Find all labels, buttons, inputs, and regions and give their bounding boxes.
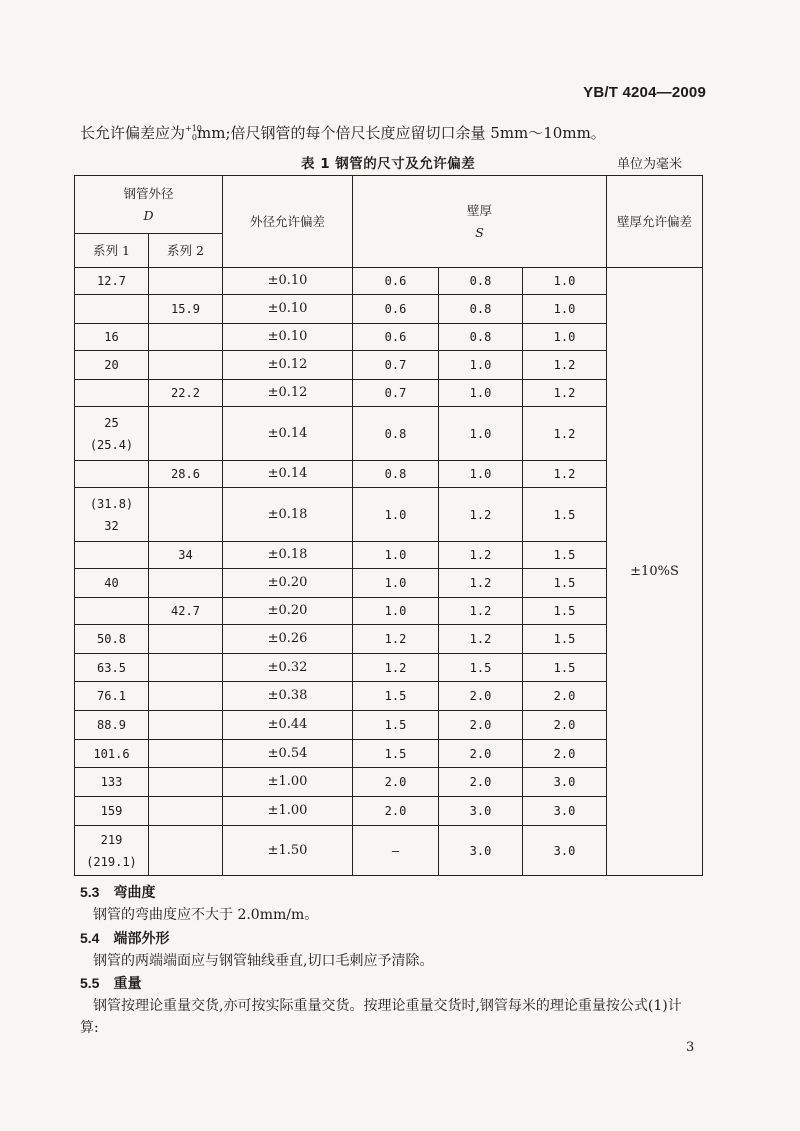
series1-cell xyxy=(75,542,149,569)
od-tolerance-cell: ±0.14 xyxy=(223,461,353,488)
wall-thickness-cell: 2.0 xyxy=(439,711,523,740)
wall-thickness-cell: 1.5 xyxy=(353,711,439,740)
wall-thickness-cell: 0.6 xyxy=(353,295,439,324)
wall-thickness-cell: 0.8 xyxy=(353,407,439,461)
od-tolerance-cell: ±1.00 xyxy=(223,768,353,797)
wall-thickness-cell: 1.0 xyxy=(353,598,439,625)
od-tolerance-cell: ±0.18 xyxy=(223,488,353,542)
series1-cell xyxy=(75,488,149,542)
tolerance-lower: 0 xyxy=(191,133,197,142)
wall-thickness-cell: 2.0 xyxy=(523,740,607,768)
wall-thickness-cell: 0.7 xyxy=(353,351,439,380)
series2-cell: 28.6 xyxy=(149,461,223,488)
length-tolerance-suffix: mm;倍尺钢管的每个倍尺长度应留切口余量 5mm～10mm。 xyxy=(197,124,606,142)
length-tolerance-prefix: 长允许偏差应为 xyxy=(80,124,186,142)
series2-cell xyxy=(149,711,223,740)
od-tolerance-cell: ±1.50 xyxy=(223,826,353,876)
series1-cell xyxy=(75,569,149,598)
page-number: 3 xyxy=(686,1040,695,1055)
series1-cell xyxy=(75,461,149,488)
wall-thickness-cell: 1.0 xyxy=(353,488,439,542)
od-tolerance-cell: ±0.12 xyxy=(223,351,353,380)
unit-note: 单位为毫米 xyxy=(617,157,683,172)
wall-thickness-cell: 0.7 xyxy=(353,380,439,407)
series2-cell xyxy=(149,407,223,461)
wall-thickness-cell: 2.0 xyxy=(353,797,439,826)
series1-cell xyxy=(75,351,149,380)
wall-thickness-cell: 1.2 xyxy=(439,569,523,598)
wall-thickness-cell: 3.0 xyxy=(439,826,523,876)
wall-thickness-cell: 1.0 xyxy=(439,351,523,380)
section-number: 5.5 xyxy=(80,975,100,991)
od-tolerance-cell: ±0.54 xyxy=(223,740,353,768)
wall-thickness-cell: 1.5 xyxy=(353,740,439,768)
section-number: 5.4 xyxy=(80,930,100,946)
wall-thickness-cell: 1.0 xyxy=(353,569,439,598)
wall-thickness-cell: 1.5 xyxy=(523,654,607,682)
table-caption: 表 1 钢管的尺寸及允许偏差 xyxy=(301,156,476,172)
wall-thickness-cell: 1.5 xyxy=(353,682,439,711)
series1-value: 16 xyxy=(104,330,119,344)
wall-thickness-cell: 1.5 xyxy=(523,625,607,654)
wall-thickness-cell: 1.5 xyxy=(523,542,607,569)
wall-thickness-cell: 1.0 xyxy=(353,542,439,569)
od-tolerance-cell: ±1.00 xyxy=(223,797,353,826)
wall-thickness-cell: 2.0 xyxy=(439,740,523,768)
wall-thickness-cell: 2.0 xyxy=(439,682,523,711)
series1-cell xyxy=(75,797,149,826)
series1-value: 20 xyxy=(104,358,119,372)
od-tolerance-cell: ±0.26 xyxy=(223,625,353,654)
series2-cell xyxy=(149,625,223,654)
series1-alt-value: (25.4) xyxy=(89,437,134,452)
series2-cell xyxy=(149,488,223,542)
series2-cell xyxy=(149,826,223,876)
wall-thickness-cell: 1.2 xyxy=(353,625,439,654)
series2-cell xyxy=(149,768,223,797)
od-tolerance-header: 外径允许偏差 xyxy=(223,176,353,268)
series1-header: 系列 1 xyxy=(75,234,149,268)
series2-cell xyxy=(149,654,223,682)
section-heading xyxy=(80,882,155,902)
wall-thickness-cell: 1.2 xyxy=(523,407,607,461)
wall-thickness-cell: 1.5 xyxy=(439,654,523,682)
od-tolerance-cell: ±0.20 xyxy=(223,598,353,625)
series2-cell xyxy=(149,268,223,295)
wall-thickness-cell: 1.5 xyxy=(523,598,607,625)
series1-value: 159 xyxy=(100,804,123,818)
series1-cell xyxy=(75,380,149,407)
od-tolerance-cell: ±0.44 xyxy=(223,711,353,740)
wall-thickness-cell: — xyxy=(353,826,439,876)
series2-cell xyxy=(149,797,223,826)
series1-value: 133 xyxy=(100,775,123,789)
wall-thickness-cell: 1.5 xyxy=(523,488,607,542)
wall-thickness-cell: 1.2 xyxy=(439,542,523,569)
series1-alt-value: 32 xyxy=(104,518,119,533)
series1-value: 101.6 xyxy=(93,746,130,761)
wall-header-label: 壁厚 xyxy=(467,202,493,218)
series1-value: 219 xyxy=(100,832,123,847)
series1-cell xyxy=(75,654,149,682)
wall-thickness-cell: 0.8 xyxy=(353,461,439,488)
od-header-label: 钢管外径 xyxy=(123,185,174,201)
wall-thickness-cell: 2.0 xyxy=(353,768,439,797)
od-header xyxy=(75,176,223,234)
wall-thickness-cell: 3.0 xyxy=(523,768,607,797)
wall-thickness-cell: 1.2 xyxy=(523,351,607,380)
wall-thickness-cell: 1.2 xyxy=(439,488,523,542)
wall-thickness-cell: 0.6 xyxy=(353,324,439,351)
od-tolerance-cell: ±0.10 xyxy=(223,268,353,295)
series2-header: 系列 2 xyxy=(149,234,223,268)
header-row-1 xyxy=(75,176,703,234)
series1-cell xyxy=(75,711,149,740)
wall-thickness-cell: 1.0 xyxy=(439,407,523,461)
series2-cell xyxy=(149,740,223,768)
section-paragraph: 钢管按理论重量交货,亦可按实际重量交货。按理论重量交货时,钢管每米的理论重量按公式(1)计 xyxy=(93,998,682,1014)
series1-value: 50.8 xyxy=(97,632,126,646)
series1-cell xyxy=(75,768,149,797)
section-number: 5.3 xyxy=(80,884,100,900)
wall-thickness-cell: 0.8 xyxy=(439,324,523,351)
wall-thickness-cell: 1.0 xyxy=(523,324,607,351)
wall-thickness-cell: 0.6 xyxy=(353,268,439,295)
wall-tolerance-header: 壁厚允许偏差 xyxy=(607,176,703,268)
wall-thickness-cell: 3.0 xyxy=(523,797,607,826)
wall-thickness-cell: 1.2 xyxy=(523,461,607,488)
series1-value: (31.8) xyxy=(89,496,134,511)
series1-value: 40 xyxy=(104,576,119,590)
wall-thickness-header xyxy=(353,176,607,268)
series1-value: 63.5 xyxy=(97,660,126,675)
wall-thickness-cell: 0.8 xyxy=(439,268,523,295)
table-row xyxy=(75,268,703,295)
dimension-table xyxy=(74,175,703,876)
series1-value: 12.7 xyxy=(97,274,126,288)
wall-tolerance-cell: ±10%S xyxy=(607,268,703,876)
wall-thickness-cell: 2.0 xyxy=(523,711,607,740)
wall-thickness-cell: 2.0 xyxy=(523,682,607,711)
wall-thickness-cell: 1.0 xyxy=(439,380,523,407)
series1-cell xyxy=(75,295,149,324)
od-header-symbol: D xyxy=(143,207,154,223)
standard-code: YB/T 4204—2009 xyxy=(583,84,706,101)
series2-cell: 15.9 xyxy=(149,295,223,324)
wall-thickness-cell: 1.5 xyxy=(523,569,607,598)
wall-thickness-cell: 1.0 xyxy=(523,295,607,324)
section-title: 重量 xyxy=(113,976,142,992)
od-tolerance-cell: ±0.18 xyxy=(223,542,353,569)
series1-cell xyxy=(75,625,149,654)
series1-cell xyxy=(75,598,149,625)
wall-header-symbol: S xyxy=(475,224,484,240)
series2-cell xyxy=(149,682,223,711)
series1-cell xyxy=(75,682,149,711)
tolerance-upper: +10 xyxy=(185,124,202,133)
length-tolerance-text xyxy=(80,122,606,143)
section-title: 弯曲度 xyxy=(113,885,156,901)
od-tolerance-cell: ±0.10 xyxy=(223,324,353,351)
series1-alt-value: (219.1) xyxy=(86,854,137,869)
od-tolerance-cell: ±0.10 xyxy=(223,295,353,324)
wall-thickness-cell: 2.0 xyxy=(439,768,523,797)
section-title: 端部外形 xyxy=(113,931,170,947)
od-tolerance-cell: ±0.38 xyxy=(223,682,353,711)
series1-value: 25 xyxy=(104,415,119,430)
wall-thickness-cell: 1.2 xyxy=(439,625,523,654)
od-tolerance-cell: ±0.32 xyxy=(223,654,353,682)
series2-cell xyxy=(149,569,223,598)
series2-cell: 42.7 xyxy=(149,598,223,625)
series1-cell xyxy=(75,268,149,295)
wall-thickness-cell: 0.8 xyxy=(439,295,523,324)
series1-cell xyxy=(75,324,149,351)
series2-cell xyxy=(149,324,223,351)
series1-value: 76.1 xyxy=(97,689,126,703)
wall-thickness-cell: 3.0 xyxy=(439,797,523,826)
section-paragraph: 钢管的弯曲度应不大于 2.0mm/m。 xyxy=(93,907,319,923)
wall-thickness-cell: 1.2 xyxy=(353,654,439,682)
series1-cell xyxy=(75,740,149,768)
series2-cell: 34 xyxy=(149,542,223,569)
section-paragraph-continuation: 算: xyxy=(80,1020,99,1036)
series2-cell: 22.2 xyxy=(149,380,223,407)
section-heading xyxy=(80,928,169,948)
series1-value: 88.9 xyxy=(97,718,126,732)
od-tolerance-cell: ±0.14 xyxy=(223,407,353,461)
series1-cell xyxy=(75,407,149,461)
wall-thickness-cell: 1.0 xyxy=(439,461,523,488)
dimension-table-container xyxy=(74,175,702,869)
wall-thickness-cell: 3.0 xyxy=(523,826,607,876)
series1-cell xyxy=(75,826,149,876)
od-tolerance-cell: ±0.12 xyxy=(223,380,353,407)
wall-thickness-cell: 1.2 xyxy=(523,380,607,407)
wall-thickness-cell: 1.2 xyxy=(439,598,523,625)
series2-cell xyxy=(149,351,223,380)
wall-thickness-cell: 1.0 xyxy=(523,268,607,295)
section-paragraph: 钢管的两端端面应与钢管轴线垂直,切口毛刺应予清除。 xyxy=(93,953,434,969)
section-heading xyxy=(80,973,141,993)
od-tolerance-cell: ±0.20 xyxy=(223,569,353,598)
